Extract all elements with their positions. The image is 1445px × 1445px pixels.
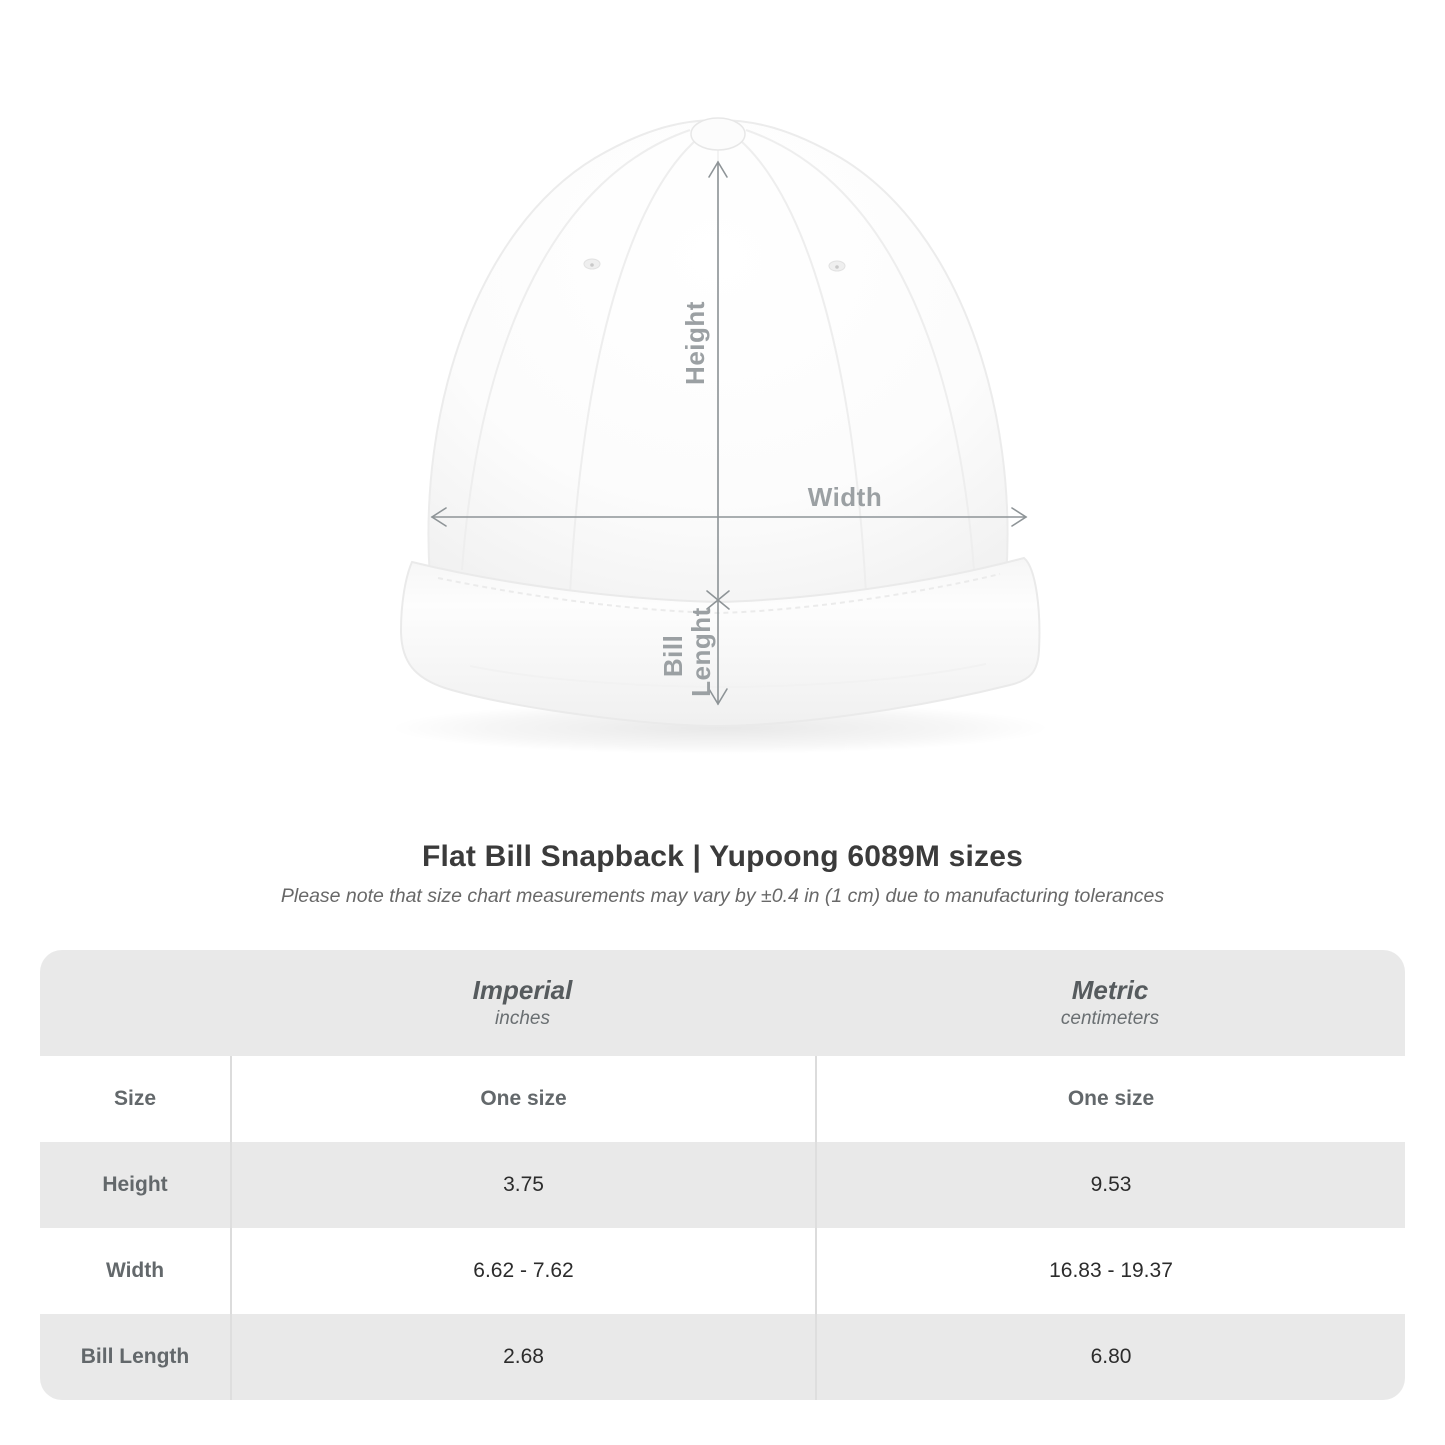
imperial-value: 3.75 (230, 1142, 815, 1228)
page-subtitle: Please note that size chart measurements may vary by ±0.4 in (1 cm) due to manufacturing tolerances (280, 885, 1165, 907)
metric-value: One size (815, 1056, 1405, 1142)
hat-figure (390, 100, 1050, 760)
title-block (0, 840, 1445, 908)
table-row-bill-length (40, 1314, 1405, 1400)
metric-value: 9.53 (815, 1142, 1405, 1228)
row-label: Size (113, 1087, 157, 1110)
imperial-value: 6.62 - 7.62 (230, 1228, 815, 1314)
row-label: Width (105, 1259, 165, 1282)
header-metric (815, 976, 1405, 1031)
table-row-height (40, 1142, 1405, 1228)
height-measure-label: Height (680, 301, 710, 385)
bill-length-measure-label: Bill Lenght (658, 607, 716, 697)
metric-sublabel: centimeters (1060, 1008, 1160, 1030)
imperial-sublabel: inches (495, 1008, 550, 1030)
row-label: Bill Length (80, 1345, 190, 1368)
imperial-value: One size (230, 1056, 815, 1142)
imperial-value: 2.68 (230, 1314, 815, 1400)
row-label: Height (102, 1173, 168, 1196)
hat-image (390, 100, 1050, 760)
width-measure-label: Width (807, 482, 883, 512)
imperial-label: Imperial (472, 974, 573, 1005)
page-title: Flat Bill Snapback | Yupoong 6089M sizes (421, 840, 1023, 873)
top-button (691, 118, 745, 150)
metric-value: 6.80 (815, 1314, 1405, 1400)
header-imperial (230, 976, 815, 1031)
table-header (40, 950, 1405, 1056)
metric-value: 16.83 - 19.37 (815, 1228, 1405, 1314)
table-row-width (40, 1228, 1405, 1314)
size-table (40, 950, 1405, 1400)
table-row-size (40, 1056, 1405, 1142)
metric-label: Metric (1071, 974, 1149, 1005)
